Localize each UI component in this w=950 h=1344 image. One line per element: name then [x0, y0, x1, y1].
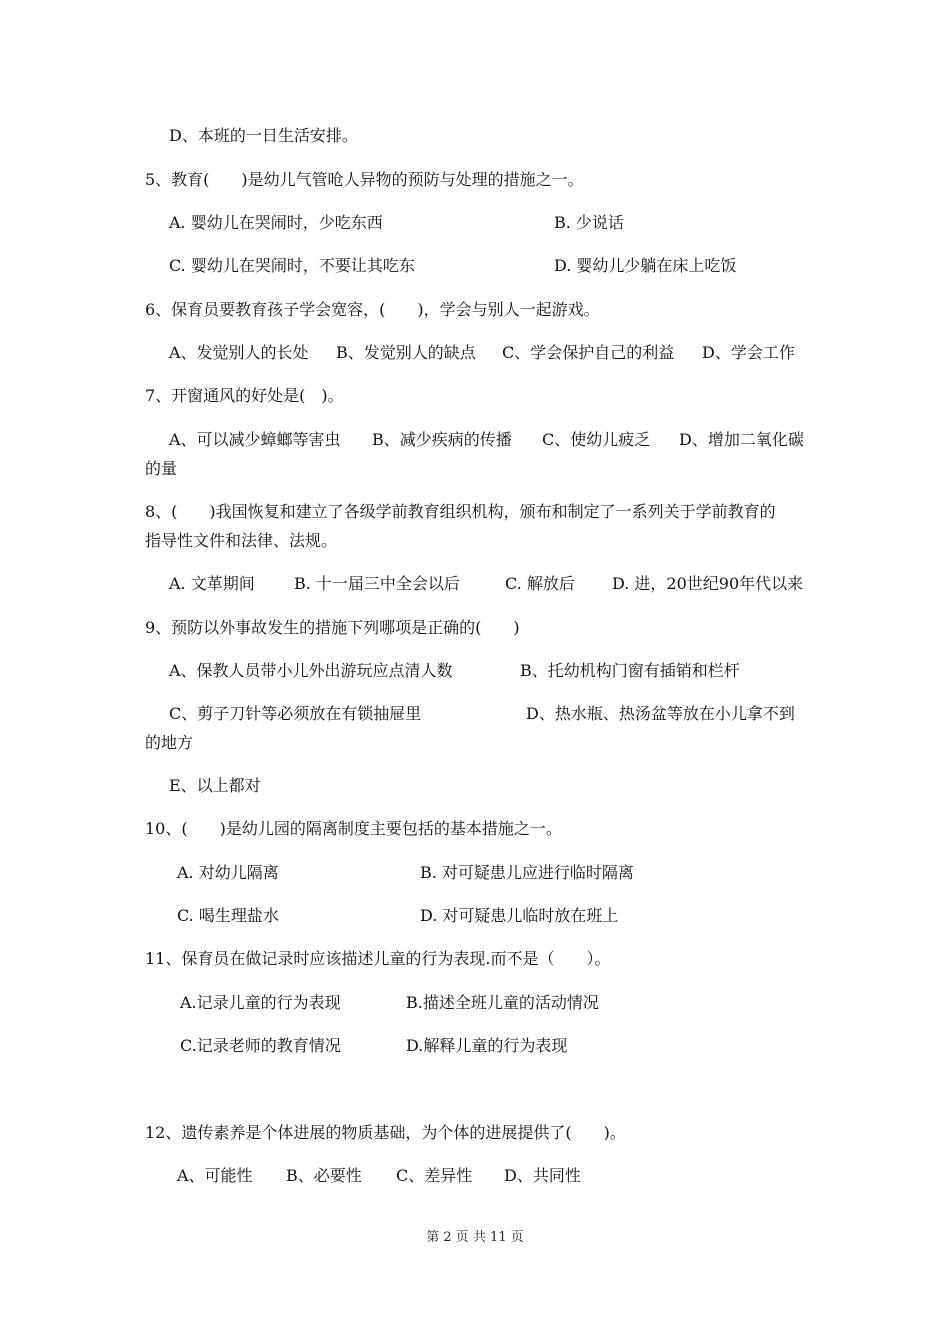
- q12-option-d: D、共同性: [504, 1166, 581, 1185]
- q10-stem: 10、( )是幼儿园的隔离制度主要包括的基本措施之一。: [145, 819, 562, 838]
- q8-stem-line2: 指导性文件和法律、法规。: [145, 531, 338, 550]
- q12-stem: 12、遗传素养是个体进展的物质基础，为个体的进展提供了( )。: [145, 1123, 626, 1142]
- q5-option-a: A. 婴幼儿在哭闹时，少吃东西: [169, 213, 383, 232]
- q6-stem: 6、保育员要教育孩子学会宽容，( )，学会与别人一起游戏。: [145, 300, 600, 319]
- q7-stem: 7、开窗通风的好处是( )。: [145, 386, 344, 405]
- q9-option-c: C、剪子刀针等必须放在有锁抽屉里: [169, 704, 422, 723]
- q8-option-c: C. 解放后: [505, 574, 575, 593]
- q7-option-b: B、减少疾病的传播: [372, 430, 512, 449]
- q12-option-a: A、可能性: [177, 1166, 253, 1185]
- q8-option-a: A. 文革期间: [169, 574, 255, 593]
- q6-option-c: C、学会保护自己的利益: [502, 343, 675, 362]
- q9-continuation: 的地方: [145, 733, 194, 752]
- q11-option-a: A.记录儿童的行为表现: [180, 993, 341, 1012]
- q8-stem: 8、( )我国恢复和建立了各级学前教育组织机构，颁布和制定了一系列关于学前教育的: [145, 502, 776, 521]
- q8-option-d: D. 进，20世纪90年代以来: [612, 574, 804, 593]
- q9-option-b: B、托幼机构门窗有插销和栏杆: [520, 661, 740, 680]
- q7-option-d: D、增加二氧化碳: [679, 430, 804, 449]
- page-footer: 第 2 页 共 11 页: [426, 1230, 524, 1245]
- q9-option-a: A、保教人员带小儿外出游玩应点清人数: [169, 661, 453, 680]
- q4-option-d: D、本班的一日生活安排。: [169, 126, 358, 145]
- q11-stem: 11、保育员在做记录时应该描述儿童的行为表现.而不是（ ）。: [145, 949, 611, 968]
- q5-stem: 5、教育( )是幼儿气管呛人异物的预防与处理的措施之一。: [145, 170, 584, 189]
- q11-option-c: C.记录老师的教育情况: [180, 1036, 341, 1055]
- q5-option-c: C. 婴幼儿在哭闹时，不要让其吃东: [169, 256, 415, 275]
- q7-option-c: C、使幼儿疲乏: [542, 430, 651, 449]
- q6-option-a: A、发觉别人的长处: [169, 343, 309, 362]
- q9-stem: 9、预防以外事故发生的措施下列哪项是正确的( ): [145, 618, 520, 637]
- q12-option-c: C、差异性: [396, 1166, 473, 1185]
- q6-option-b: B、发觉别人的缺点: [336, 343, 476, 362]
- q8-option-b: B. 十一届三中全会以后: [294, 574, 460, 593]
- q5-option-d: D. 婴幼儿少躺在床上吃饭: [554, 256, 737, 275]
- q10-option-d: D. 对可疑患儿临时放在班上: [420, 906, 619, 925]
- q6-option-d: D、学会工作: [702, 343, 795, 362]
- q9-option-d: D、热水瓶、热汤盆等放在小儿拿不到: [526, 704, 795, 723]
- q11-option-b: B.描述全班儿童的活动情况: [406, 993, 599, 1012]
- q5-option-b: B. 少说话: [554, 213, 624, 232]
- q9-option-e: E、以上都对: [169, 776, 261, 795]
- q11-option-d: D.解释儿童的行为表现: [406, 1036, 568, 1055]
- q12-option-b: B、必要性: [286, 1166, 362, 1185]
- q10-option-a: A. 对幼儿隔离: [177, 863, 279, 882]
- q10-option-c: C. 喝生理盐水: [177, 906, 279, 925]
- q7-continuation: 的量: [145, 459, 178, 478]
- q7-option-a: A、可以减少蟑螂等害虫: [169, 430, 341, 449]
- q10-option-b: B. 对可疑患儿应进行临时隔离: [420, 863, 634, 882]
